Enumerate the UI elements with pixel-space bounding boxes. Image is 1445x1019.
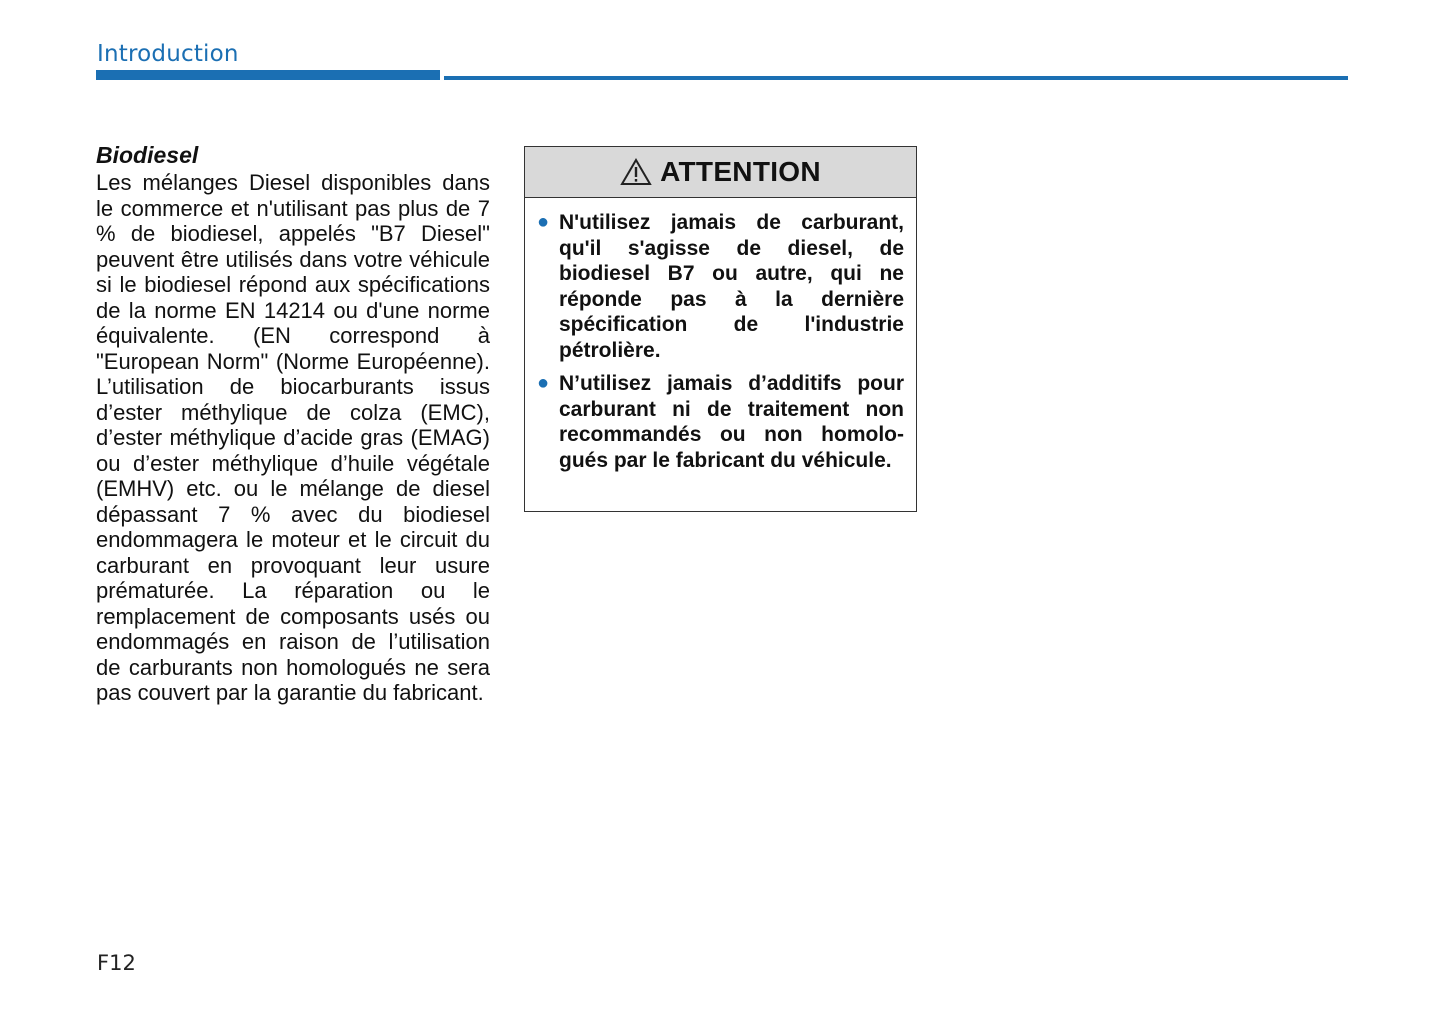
biodiesel-section (96, 140, 490, 706)
header-rule (444, 76, 1348, 80)
list-item (537, 210, 904, 363)
section-body: Les mélanges Diesel disponibles dans le commerce et n'utilisant pas plus de 7 % de biodiesel, appelés "B7 Diesel" peuvent être utilisés dans votre véhicule si le biodiesel répond aux spécifications de la norme EN 14214 ou d'une norme équivalente. (EN correspond à "European Norm" (Norme Européenne). L’utilisation de biocarburants issus d’ester méthylique de colza (EMC), d’ester méthylique d’acide gras (EMAG) ou d’ester méthylique d’huile végétale (EMHV) etc. ou le mélange de diesel dépassant 7 % avec du biodiesel endommagera le moteur et le circuit du carburant en provoquant leur usure prématurée. La réparation ou le remplacement de composants usés ou endommagés en raison de l’utilisation de carburants non homologués ne sera pas couvert par la garantie du fabricant. (96, 170, 490, 705)
bullet-icon: ● (537, 211, 550, 233)
warning-triangle-icon (620, 158, 652, 186)
attention-box (524, 146, 917, 512)
list-item-text: N'utilisez jamais de carburant, qu'il s'agisse de diesel, de biodiesel B7 ou autre, qui ne réponde pas à la dernière spécification de l'industrie pétrolière. (559, 211, 904, 362)
list-item-text: N’utilisez jamais d’additifs pour carburant ni de traitement non recommandés ou non homolo-gués par le fabricant du véhicule. (559, 372, 904, 472)
attention-list (525, 198, 916, 473)
header-accent-bar (96, 70, 440, 80)
chapter-title: Introduction (97, 41, 239, 67)
bullet-icon: ● (537, 372, 550, 394)
list-item (537, 371, 904, 473)
page-number: F12 (97, 951, 136, 975)
attention-header (525, 147, 916, 198)
attention-label: ATTENTION (660, 156, 821, 187)
section-title: Biodiesel (96, 142, 199, 168)
